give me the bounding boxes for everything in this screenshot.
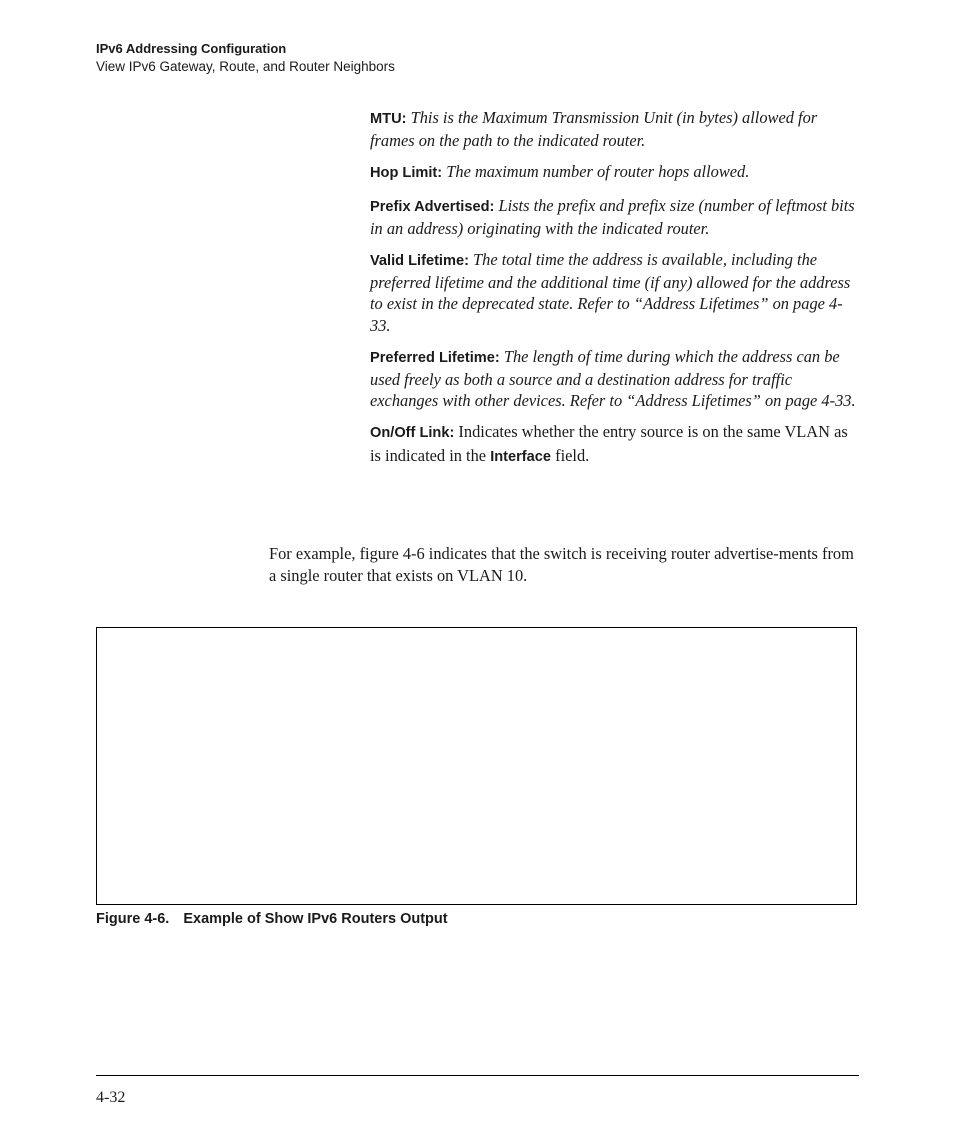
figure-caption — [96, 911, 448, 927]
term-hop-limit: Hop Limit: — [370, 165, 443, 182]
definition-prefix-advertised — [370, 195, 860, 239]
term-mtu: MTU: — [370, 111, 407, 127]
term-valid-lifetime: Valid Lifetime: — [370, 253, 469, 270]
figure-caption-text: Example of Show IPv6 Routers Output — [183, 911, 448, 927]
term-prefix-advertised: Prefix Advertised: — [370, 198, 495, 215]
description-valid-lifetime: The total time the address is available, including the preferred lifetime and the additional time (if any) allowed for the address to exist in the deprecated state. Refer to “Address Lifetimes” on page 4-33. — [370, 250, 851, 335]
footer-rule — [96, 1075, 859, 1076]
chapter-title: IPv6 Addressing Configuration — [96, 41, 287, 56]
description-prefix-advertised: Lists the prefix and prefix size (number of leftmost bits in an address) originating with the indicated router. — [370, 195, 855, 238]
page-number: 4-32 — [96, 1089, 126, 1106]
term-on-off-link: On/Off Link: — [370, 425, 455, 442]
running-header — [96, 40, 395, 76]
figure-frame — [96, 627, 857, 905]
description-on-off-link: Indicates whether the entry source is on the same VLAN as is indicated in the — [370, 422, 848, 465]
definition-mtu — [370, 107, 860, 151]
definition-list — [370, 107, 860, 478]
definition-hop-limit — [370, 161, 860, 184]
section-title: View IPv6 Gateway, Route, and Router Neighbors — [96, 59, 395, 74]
definition-valid-lifetime — [370, 249, 860, 336]
term-preferred-lifetime: Preferred Lifetime: — [370, 349, 500, 366]
description-hop-limit: The maximum number of router hops allowed. — [446, 162, 750, 182]
description-mtu: This is the Maximum Transmission Unit (in bytes) allowed for frames on the path to the indicated router. — [370, 108, 818, 151]
interface-field-keyword: Interface — [490, 448, 552, 465]
body-paragraph: For example, figure 4-6 indicates that the switch is receiving router advertise-ments from a single router that exists on VLAN 10. — [269, 544, 854, 585]
description-on-off-link-end: field. — [555, 445, 590, 465]
description-preferred-lifetime: The length of time during which the address can be used freely as both a source and a destination address for traffic exchanges with other devices. Refer to “Address Lifetimes” on page 4-33. — [370, 346, 856, 411]
definition-on-off-link — [370, 421, 860, 467]
figure-label: Figure 4-6. — [96, 911, 170, 927]
definition-preferred-lifetime — [370, 346, 860, 412]
